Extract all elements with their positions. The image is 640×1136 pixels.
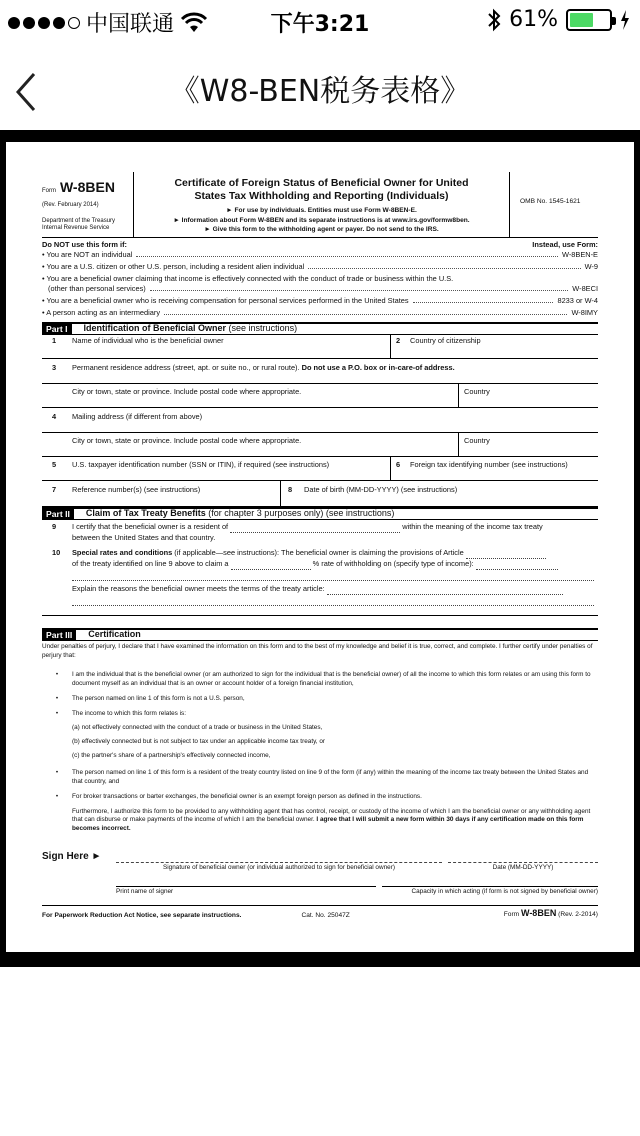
form-word: Form (42, 188, 56, 194)
do-not-use-row (42, 296, 598, 306)
cert-furthermore: Furthermore, I authorize this form to be provided to any withholding agent that has control, receipt, or custody of the income of which I am the beneficial owner or any withholding agent that can disburse or make payments of the income of which I am the beneficial owner. (72, 807, 591, 824)
do-not-use-text: • You are NOT an individual (42, 249, 133, 259)
city-field-label: City or town, state or province. Include postal code where appropriate. (72, 435, 302, 445)
footer-revision: (Rev. 2-2014) (558, 911, 598, 919)
form-header (42, 172, 598, 238)
part-1-title: Identification of Beneficial Owner (83, 323, 227, 334)
article-input[interactable] (466, 548, 546, 559)
ssn-field-label: U.S. taxpayer identification number (SSN or ITIN), if required (see instructions) (72, 459, 330, 469)
line-9-text-end: between the United States and that country. (72, 532, 216, 542)
do-not-use-text: • You are a beneficial owner who is receiving compensation for personal services performed in the United States (42, 295, 409, 305)
special-rates-text: (if applicable—see instructions): The beneficial owner is claiming the provisions of Article (174, 547, 464, 557)
status-right (487, 7, 630, 32)
special-rates-text-3: % rate of withholding on (specify type of income): (312, 558, 474, 568)
alt-form: W-8ECI (572, 283, 598, 293)
income-type-input-cont[interactable] (72, 570, 594, 581)
residence-field-label: Permanent residence address (street, apt. or suite no., or rural route). (72, 362, 300, 372)
part-3-header (42, 628, 598, 641)
line-9-text: I certify that the beneficial owner is a resident of (72, 521, 229, 531)
cert-item: I am the individual that is the beneficial owner (or am authorized to sign for the individual that is the beneficial owner) of all the income to which this form relates or am using this form to document myself as an individual that is an owner or account holder of a foreign financial institution, (72, 670, 591, 687)
line-9-text-cont: within the meaning of the income tax treaty (402, 521, 543, 531)
alt-form: W-8IMY (571, 307, 598, 317)
part-1-header (42, 322, 598, 335)
paperwork-notice: For Paperwork Reduction Act Notice, see separate instructions. (42, 911, 242, 919)
w8ben-form (42, 172, 598, 920)
capacity-caption: Capacity in which acting (if form is not signed by beneficial owner) (411, 888, 598, 896)
clock: 下午3:21 (270, 12, 370, 37)
date-caption: Date (MM-DD-YYYY) (492, 864, 554, 872)
form-instruction-3: ► Give this form to the withholding agent or payer. Do not send to the IRS. (204, 226, 439, 234)
line-10[interactable] (72, 548, 598, 606)
part-2-note: (for chapter 3 purposes only) (see instructions) (208, 508, 395, 519)
date-input[interactable] (448, 862, 598, 863)
country-field-label: Country (464, 386, 490, 396)
do-not-use-text: • You are a beneficial owner claiming that income is effectively connected with the conduct of trade or business within the U.S. (42, 273, 454, 283)
nav-bar (0, 40, 640, 130)
form-title-block (134, 172, 509, 238)
signature-caption: Signature of beneficial owner (or individual authorized to sign for beneficial owner) (163, 864, 395, 872)
city-field-label: City or town, state or province. Include postal code where appropriate. (72, 386, 302, 396)
dept-line-1: Department of the Treasury (42, 217, 116, 224)
form-id-block (42, 172, 134, 238)
form-page (6, 142, 634, 952)
part-2-title: Claim of Tax Treaty Benefits (85, 508, 206, 519)
cert-item: For broker transactions or barter exchanges, the beneficial owner is an exempt foreign person as defined in the instructions. (72, 792, 422, 800)
citizenship-field-label: Country of citizenship (410, 335, 481, 345)
form-number: W-8BEN (60, 179, 115, 195)
reference-field-label: Reference number(s) (see instructions) (72, 484, 201, 494)
charging-icon (620, 9, 630, 31)
name-field-label: Name of individual who is the beneficial owner (72, 335, 224, 345)
cert-item: The income to which this form relates is: (72, 709, 187, 717)
explain-input[interactable] (327, 584, 563, 595)
mailing-field-label: Mailing address (if different from above) (72, 411, 203, 421)
income-type-input[interactable] (476, 559, 558, 570)
city-row-2[interactable] (42, 433, 598, 457)
treaty-country-input[interactable] (230, 522, 400, 533)
do-not-use-label: Do NOT use this form if: (42, 240, 127, 249)
special-rates-text-2: of the treaty identified on line 9 above to claim a (72, 558, 229, 568)
explain-label: Explain the reasons the beneficial owner meets the terms of the treaty article: (72, 583, 325, 593)
line-9[interactable] (72, 522, 598, 543)
special-rates-label: Special rates and conditions (72, 547, 173, 557)
alt-form: W-8BEN-E (561, 249, 598, 259)
do-not-use-text-cont: (other than personal services) (48, 283, 146, 293)
do-not-use-row (42, 308, 598, 318)
status-bar (0, 0, 640, 40)
footer-form-name: W-8BEN (521, 908, 557, 919)
rate-input[interactable] (231, 559, 311, 570)
form-footer (42, 908, 598, 920)
dept-line-2: Internal Revenue Service (42, 225, 110, 232)
footer-form-word: Form (503, 911, 520, 919)
form-title-line-2: States Tax Withholding and Reporting (Individuals) (194, 189, 449, 202)
line-5-row[interactable]: 5 U.S. taxpayer identification number (SSN or ITIN), if required (see instructions) 6 Foreign tax identifying number (see instructions) (42, 457, 598, 481)
do-not-use-row (42, 250, 598, 260)
form-revision: (Rev. February 2014) (42, 202, 99, 209)
part-3-title: Certification (88, 629, 141, 640)
form-title-line-1: Certificate of Foreign Status of Beneficial Owner for United (174, 177, 469, 189)
print-name-caption: Print name of signer (116, 888, 174, 896)
line-4-row[interactable]: 4 Mailing address (if different from above) (42, 408, 598, 433)
form-instruction-2: ► Information about Form W-8BEN and its separate instructions is at www.irs.gov/formw8ben. (173, 216, 470, 224)
cert-item: The person named on line 1 of this form is not a U.S. person, (72, 694, 245, 702)
cert-subitem: (a) not effectively connected with the conduct of a trade or business in the United States, (72, 723, 323, 731)
certification-list: • I am the individual that is the beneficial owner (or am authorized to sign for the individual that is the beneficial owner) of all the income to which this form relates or am using this form to document myself as an individual that is an owner or account holder of a foreign financial institution, • The person named on line 1 of this form is not a U.S. person, • The income to which this form relates is: (a) not effectively connected with the conduct of a trade or business in the United States, (b) effectively connected but is not subject to tax under an applicable income tax treaty, or (c) the partner's share of a partnership's effectively connected income, • The person named on line 1 of this form is a resident of the treaty country listed on line 9 of the form (if any) within the meaning of the income tax treaty between the United States and that country, and • For broker transactions or barter exchanges, the beneficial owner is an exempt foreign person as defined in the instructions. Furthermore, I authorize this form to be provided to any withholding agent that has control, receipt, or custody of the income of which I am the beneficial owner or any withholding agent that can disburse or make payments of the income of which I am the beneficial owner. I agree that I will submit a new form within 30 days if any certification made on this form becomes incorrect. (42, 671, 598, 835)
explain-input-cont[interactable] (72, 595, 594, 606)
nav-title: 《W8-BEN税务表格》 (169, 74, 471, 109)
part-2-header (42, 507, 598, 520)
part-2-tag: Part II (42, 508, 74, 520)
form-instruction-1: ► For use by individuals. Entities must use Form W-8BEN-E. (226, 207, 417, 215)
do-not-use-text: • You are a U.S. citizen or other U.S. person, including a resident alien individual (42, 261, 305, 271)
cert-subitem: (c) the partner's share of a partnership's effectively connected income, (72, 751, 271, 759)
carrier-name: 中国联通 (86, 12, 175, 37)
signature-input[interactable] (116, 862, 442, 863)
line-7-row[interactable]: 7 Reference number(s) (see instructions) 8 Date of birth (MM-DD-YYYY) (see instructions) (42, 481, 598, 507)
cert-agreement: I agree that I will submit a new form within 30 days if any certification made on this form becomes incorrect. (72, 816, 584, 833)
print-name-input[interactable] (116, 886, 376, 887)
sign-here-label: Sign Here ► (42, 851, 102, 863)
cert-item: The person named on line 1 of this form is a resident of the treaty country listed on line 9 of the form (if any) within the meaning of the income tax treaty between the United States and that country, and (72, 768, 589, 785)
part-1-tag: Part I (42, 323, 72, 335)
certification-intro: Under penalties of perjury, I declare that I have examined the information on this form and to the best of my knowledge and belief it is true, correct, and complete. I further certify under penalties of perjury that: (42, 642, 593, 659)
dob-field-label: Date of birth (MM-DD-YYYY) (see instructions) (304, 484, 458, 494)
alt-form: W-9 (584, 261, 598, 271)
battery-percent: 61% (509, 7, 558, 32)
catalog-number: Cat. No. 25047Z (301, 911, 350, 919)
line-1-row[interactable]: 1 Name of individual who is the beneficial owner 2 Country of citizenship (42, 335, 598, 359)
do-not-use-row (42, 262, 598, 272)
battery-icon (566, 9, 612, 31)
part-2-body: 9 I certify that the beneficial owner is a resident of within the meaning of the income tax treaty between the United States and that country. 10 Special rates and conditions (if applicable—see instructions): The beneficial owner is claiming the provisions of Article of the treaty identified on line 9 above to claim a % rate of withholding on (specify type of income): Explain the reasons the beneficial owner meets the terms of the treaty article: (42, 520, 598, 616)
city-row-1[interactable] (42, 384, 598, 408)
cert-subitem: (b) effectively connected but is not subject to tax under an applicable income tax treaty, or (72, 737, 326, 745)
do-not-use-row (42, 274, 598, 294)
line-3-row[interactable]: 3 Permanent residence address (street, apt. or suite no., or rural route). Do not use a P.O. box or in-care-of address. (42, 359, 598, 384)
omb-number: OMB No. 1545-1621 (509, 172, 598, 238)
part-1-note: (see instructions) (228, 323, 298, 334)
country-field-label: Country (464, 435, 490, 445)
capacity-input[interactable] (382, 886, 598, 887)
residence-warning: Do not use a P.O. box or in-care-of address. (301, 362, 455, 372)
foreign-tin-field-label: Foreign tax identifying number (see instructions) (410, 459, 568, 469)
document-viewer[interactable] (0, 130, 640, 967)
do-not-use-header (42, 240, 598, 250)
sign-section (42, 840, 598, 906)
instead-label: Instead, use Form: (532, 240, 598, 249)
part-3-tag: Part III (42, 629, 76, 641)
bluetooth-icon (487, 8, 501, 32)
alt-form: 8233 or W-4 (557, 295, 598, 305)
do-not-use-text: • A person acting as an intermediary (42, 307, 161, 317)
